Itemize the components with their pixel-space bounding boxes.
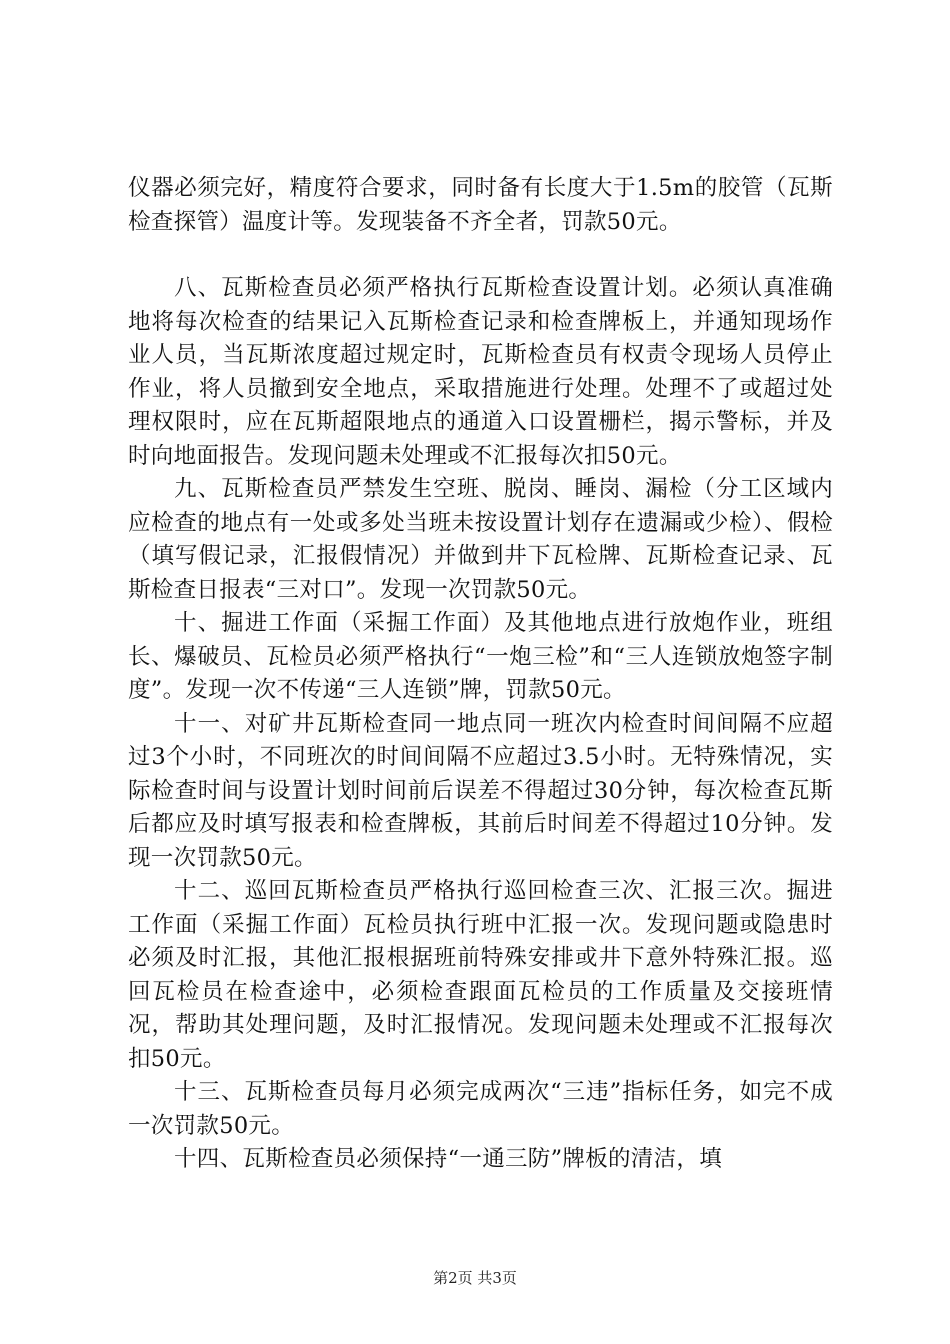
paragraph-item-9: 九、瓦斯检查员严禁发生空班、脱岗、睡岗、漏检（分工区域内应检查的地点有一处或多处当班未按设置计划存在遗漏或少检）、假检（填写假记录，汇报假情况）并做到井下瓦检牌、瓦斯检查记录、瓦斯检查日报表“三对口”。发现一次罚款50元。 [128, 476, 833, 603]
paragraph-continuation: 仪器必须完好，精度符合要求，同时备有长度大于1.5m的胶管（瓦斯检查探管）温度计等。发现装备不齐全者，罚款50元。 [128, 175, 833, 235]
paragraph-item-13: 十三、瓦斯检查员每月必须完成两次“三违”指标任务，如完不成一次罚款50元。 [128, 1079, 833, 1139]
paragraph-item-8: 八、瓦斯检查员必须严格执行瓦斯检查设置计划。必须认真准确地将每次检查的结果记入瓦斯检查记录和检查牌板上，并通知现场作业人员，当瓦斯浓度超过规定时，瓦斯检查员有权责令现场人员停止作业，将人员撤到安全地点，采取措施进行处理。处理不了或超过处理权限时，应在瓦斯超限地点的通道入口设置栅栏，揭示警标，并及时向地面报告。发现问题未处理或不汇报每次扣50元。 [128, 275, 833, 469]
page-number-footer: 第2页 共3页 [433, 1269, 517, 1287]
paragraph-item-12: 十二、巡回瓦斯检查员严格执行巡回检查三次、汇报三次。掘进工作面（采掘工作面）瓦检员执行班中汇报一次。发现问题或隐患时必须及时汇报，其他汇报根据班前特殊安排或井下意外特殊汇报。巡回瓦检员在检查途中，必须检查跟面瓦检员的工作质量及交接班情况，帮助其处理问题，及时汇报情况。发现问题未处理或不汇报每次扣50元。 [128, 878, 833, 1072]
paragraph-item-11: 十一、对矿井瓦斯检查同一地点同一班次内检查时间间隔不应超过3个小时，不同班次的时间间隔不应超过3.5小时。无特殊情况，实际检查时间与设置计划时间前后误差不得超过30分钟，每次检查瓦斯后都应及时填写报表和检查牌板，其前后时间差不得超过10分钟。发现一次罚款50元。 [128, 710, 833, 871]
document-body [128, 172, 833, 1177]
paragraph-item-14: 十四、瓦斯检查员必须保持“一通三防”牌板的清洁，填 [174, 1146, 723, 1172]
paragraph-item-10: 十、掘进工作面（采掘工作面）及其他地点进行放炮作业，班组长、爆破员、瓦检员必须严格执行“一炮三检”和“三人连锁放炮签字制度”。发现一次不传递“三人连锁”牌，罚款50元。 [128, 610, 833, 703]
